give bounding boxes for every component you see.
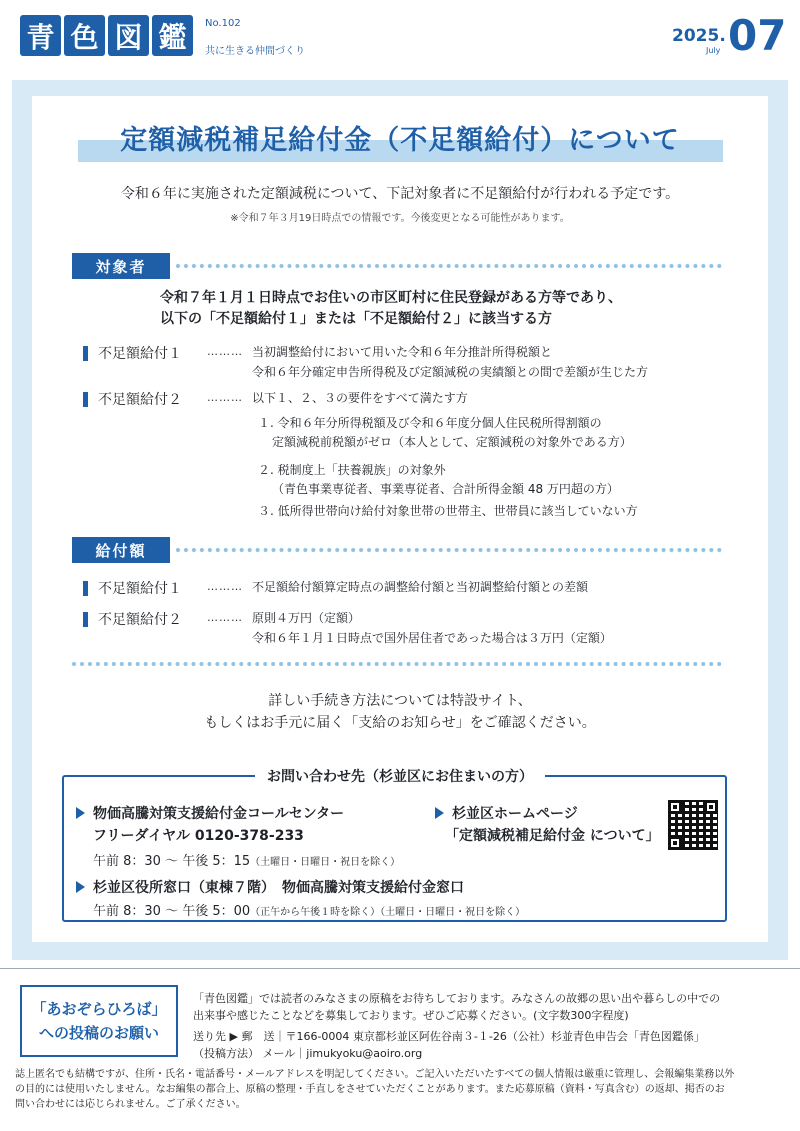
condition-1: １. 令和６年分所得税額及び令和６年度分個人住民税所得割額の — [258, 416, 602, 430]
amount-desc: 原則４万円（定額） — [252, 611, 361, 625]
item-desc: 令和６年分確定申告所得税及び定額減税の実績額との間で差額が生じた方 — [252, 365, 649, 379]
info-note: ※令和７年３月19日時点での情報です。今後変更となる可能性があります。 — [230, 213, 570, 224]
item-desc: 当初調整給付において用いた令和６年分推計所得税額と — [252, 345, 553, 359]
logo-char: 鑑 — [152, 15, 193, 56]
contact-title-text: お問い合わせ先（杉並区にお住まいの方） — [255, 769, 545, 785]
bullet-bar — [83, 346, 88, 361]
condition-2-detail: （青色事業専従者、事業専従者、合計所得金額 48 万円超の方） — [272, 482, 619, 496]
hours-note: （土曜日・日曜日・祝日を除く） — [250, 857, 401, 868]
office-heading — [76, 877, 464, 897]
privacy-note: 問い合わせには応じられません。ご了承ください。 — [15, 1099, 246, 1110]
privacy-note: 誌上匿名でも結構ですが、住所・氏名・電話番号・メールアドレスを明記してください。ご記入いただいたすべての個人情報は厳重に管理し、会報編集業務以外 — [15, 1069, 735, 1080]
section-label-amount: 給付額 — [72, 537, 170, 563]
issue-year: 2025. — [672, 26, 726, 46]
intro-text: 令和６年に実施された定額減税について、下記対象者に不足額給付が行われる予定です。 — [120, 186, 680, 202]
hours-text: 午前 8：30 ～ 午後 5：15 — [93, 854, 251, 869]
item-label-shortfall-2 — [83, 389, 182, 409]
submission-box — [20, 985, 178, 1057]
bullet-bar — [83, 612, 88, 627]
triangle-bullet-icon — [435, 807, 444, 819]
condition-1-detail: 定額減税前税額がゼロ（本人として、定額減税の対象外である方） — [272, 435, 632, 449]
eligibility-lead: 以下の「不足額給付１」または「不足額給付２」に該当する方 — [160, 311, 552, 327]
tagline: 共に生きる仲間づくり — [205, 46, 305, 57]
logo-char: 青 — [20, 15, 61, 56]
privacy-note: の目的には使用いたしません。なお編集の都合上、原稿の整理・手直しをさせていただくことがあります。また応募原稿（資料・写真含む）の返却、掲否のお — [15, 1084, 725, 1095]
item-label-shortfall-1 — [83, 343, 182, 363]
submission-box-line: 「あおぞらひろば」 — [31, 1000, 167, 1018]
leader-dots: ……… — [207, 580, 243, 593]
submission-box-line: への投稿のお願い — [38, 1024, 159, 1042]
masthead — [0, 0, 800, 70]
amount-label-shortfall-2 — [83, 609, 182, 629]
amount-desc: 令和６年１月１日時点で国外居住者であった場合は３万円（定額） — [252, 631, 612, 645]
call-center-heading — [76, 803, 344, 823]
hours-note: （正午から午後１時を除く）（土曜日・日曜日・祝日を除く） — [250, 907, 526, 918]
submission-text: 「青色図鑑」では読者のみなさまの原稿をお待ちしております。みなさんの故郷の思い出や暮らしの中での — [193, 992, 721, 1005]
condition-3: ３. 低所得世帯向け給付対象世帯の世帯主、世帯員に該当していない方 — [258, 504, 638, 518]
office-name: 杉並区役所窓口（東棟７階） 物価高騰対策支援給付金窓口 — [93, 880, 464, 896]
article-title: 定額減税補足給付金（不足額給付）について — [120, 125, 680, 156]
triangle-bullet-icon — [76, 881, 85, 893]
triangle-bullet-icon — [76, 807, 85, 819]
call-center-name: 物価高騰対策支援給付金コールセンター — [93, 806, 345, 822]
issue-month-name: July — [706, 46, 721, 55]
condition-2: ２. 税制度上「扶養親族」の対象外 — [258, 463, 446, 477]
publication-logo — [20, 15, 193, 56]
logo-char: 色 — [64, 15, 105, 56]
logo-char: 図 — [108, 15, 149, 56]
call-center-hours — [93, 850, 400, 869]
leader-dots: ……… — [207, 611, 243, 624]
submission-text: 出来事や感じたことなどを募集しております。ぜひご応募ください。(文字数300字程度) — [193, 1009, 629, 1022]
amount-desc: 不足額給付額算定時点の調整給付額と当初調整給付額との差額 — [252, 580, 589, 594]
free-dial-number[interactable]: フリーダイヤル 0120-378-233 — [93, 828, 304, 844]
bullet-bar — [83, 392, 88, 407]
qr-finder — [668, 836, 682, 850]
item-label-text: 不足額給付２ — [98, 392, 182, 408]
closing-text: もしくはお手元に届く「支給のお知らせ」をご確認ください。 — [204, 715, 596, 731]
closing-text: 詳しい手続き方法については特設サイト、 — [268, 693, 532, 709]
hours-text: 午前 8：30 ～ 午後 5：00 — [93, 904, 251, 919]
submission-email[interactable]: （投稿方法） メール｜jimukyoku@aoiro.org — [193, 1047, 423, 1060]
dotted-separator — [72, 662, 722, 666]
homepage-heading — [435, 803, 578, 823]
section-divider — [176, 264, 722, 268]
item-label-text: 不足額給付１ — [98, 581, 182, 597]
leader-dots: ……… — [207, 345, 243, 358]
qr-finder — [668, 800, 682, 814]
bullet-bar — [83, 581, 88, 596]
section-divider — [176, 548, 722, 552]
office-hours — [93, 900, 525, 919]
item-label-text: 不足額給付１ — [98, 346, 182, 362]
item-desc: 以下１、２、３の要件をすべて満たす方 — [252, 391, 468, 405]
qr-finder — [704, 800, 718, 814]
issue-month-number: 07 — [728, 11, 787, 60]
submission-address: 送り先 ▶ 郵 送｜〒166-0004 東京都杉並区阿佐谷南３-１-26（公社）杉並青色申告会「青色図鑑係」 — [193, 1030, 705, 1043]
homepage-name: 杉並区ホームページ — [452, 806, 578, 822]
qr-code-icon[interactable] — [668, 800, 718, 850]
section-label-eligible: 対象者 — [72, 253, 170, 279]
leader-dots: ……… — [207, 391, 243, 404]
footer-divider — [0, 968, 800, 969]
homepage-link[interactable]: 「定額減税補足給付金 について」 — [445, 828, 660, 844]
contact-title — [0, 766, 800, 786]
item-label-text: 不足額給付２ — [98, 612, 182, 628]
eligibility-lead: 令和７年１月１日時点でお住いの市区町村に住民登録がある方等であり、 — [160, 290, 622, 306]
amount-label-shortfall-1 — [83, 578, 182, 598]
issue-number: No.102 — [205, 18, 241, 29]
